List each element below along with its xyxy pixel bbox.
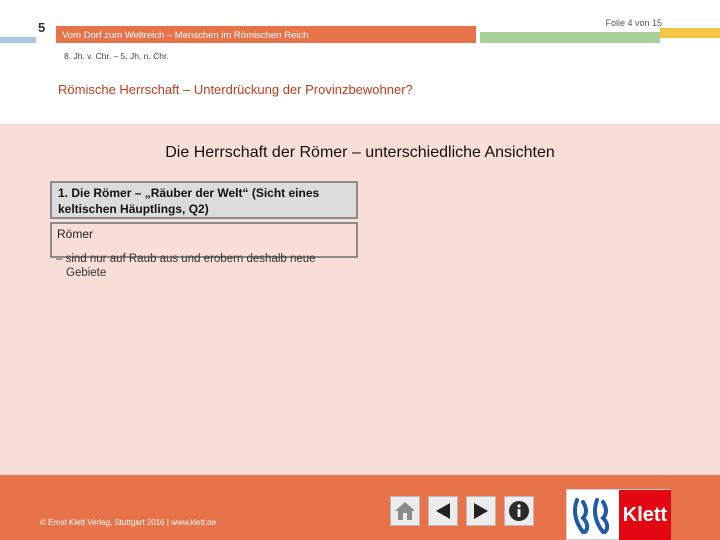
klett-logo-text: Klett: [622, 504, 668, 526]
copyright: © Ernst Klett Verlag, Stuttgart 2016 | www.klett.de: [40, 518, 217, 527]
header-bar-yellow: [660, 28, 720, 38]
source-box: [50, 181, 358, 219]
info-icon: [508, 500, 530, 522]
answer-line2: Gebiete: [66, 267, 107, 279]
answer-line1: – sind nur auf Raub aus und erobern deshalb neue: [56, 253, 316, 265]
arrow-left-icon: [433, 501, 453, 521]
home-button[interactable]: [390, 496, 420, 526]
klett-logo: [566, 489, 670, 540]
subject-label: Römer: [57, 227, 94, 241]
chapter-number: 5: [38, 20, 46, 35]
source-box-line2: keltischen Häuptlings, Q2): [58, 202, 209, 216]
klett-logo-mark: [571, 496, 617, 536]
slide-counter: Folie 4 von 15: [605, 18, 662, 28]
header-bar-green: [480, 32, 660, 43]
footer: [0, 475, 720, 540]
source-box-line1: 1. Die Römer – „Räuber der Welt“ (Sicht eines: [58, 186, 320, 200]
previous-button[interactable]: [428, 496, 458, 526]
page-title: Römische Herrschaft – Unterdrückung der Provinzbewohner?: [58, 82, 413, 97]
header-bar-blue: [0, 37, 36, 43]
home-icon: [394, 501, 416, 521]
panel-heading: Die Herrschaft der Römer – unterschiedliche Ansichten: [165, 144, 555, 161]
content-panel: [0, 124, 720, 475]
header-title: Vom Dorf zum Weltreich – Menschen im Römischen Reich: [62, 30, 309, 41]
info-button[interactable]: [504, 496, 534, 526]
klett-logo-box: [619, 490, 671, 540]
arrow-right-icon: [471, 501, 491, 521]
date-range: 8. Jh. v. Chr. – 5. Jh. n. Chr.: [64, 51, 169, 61]
next-button[interactable]: [466, 496, 496, 526]
answer-text: [56, 252, 346, 280]
